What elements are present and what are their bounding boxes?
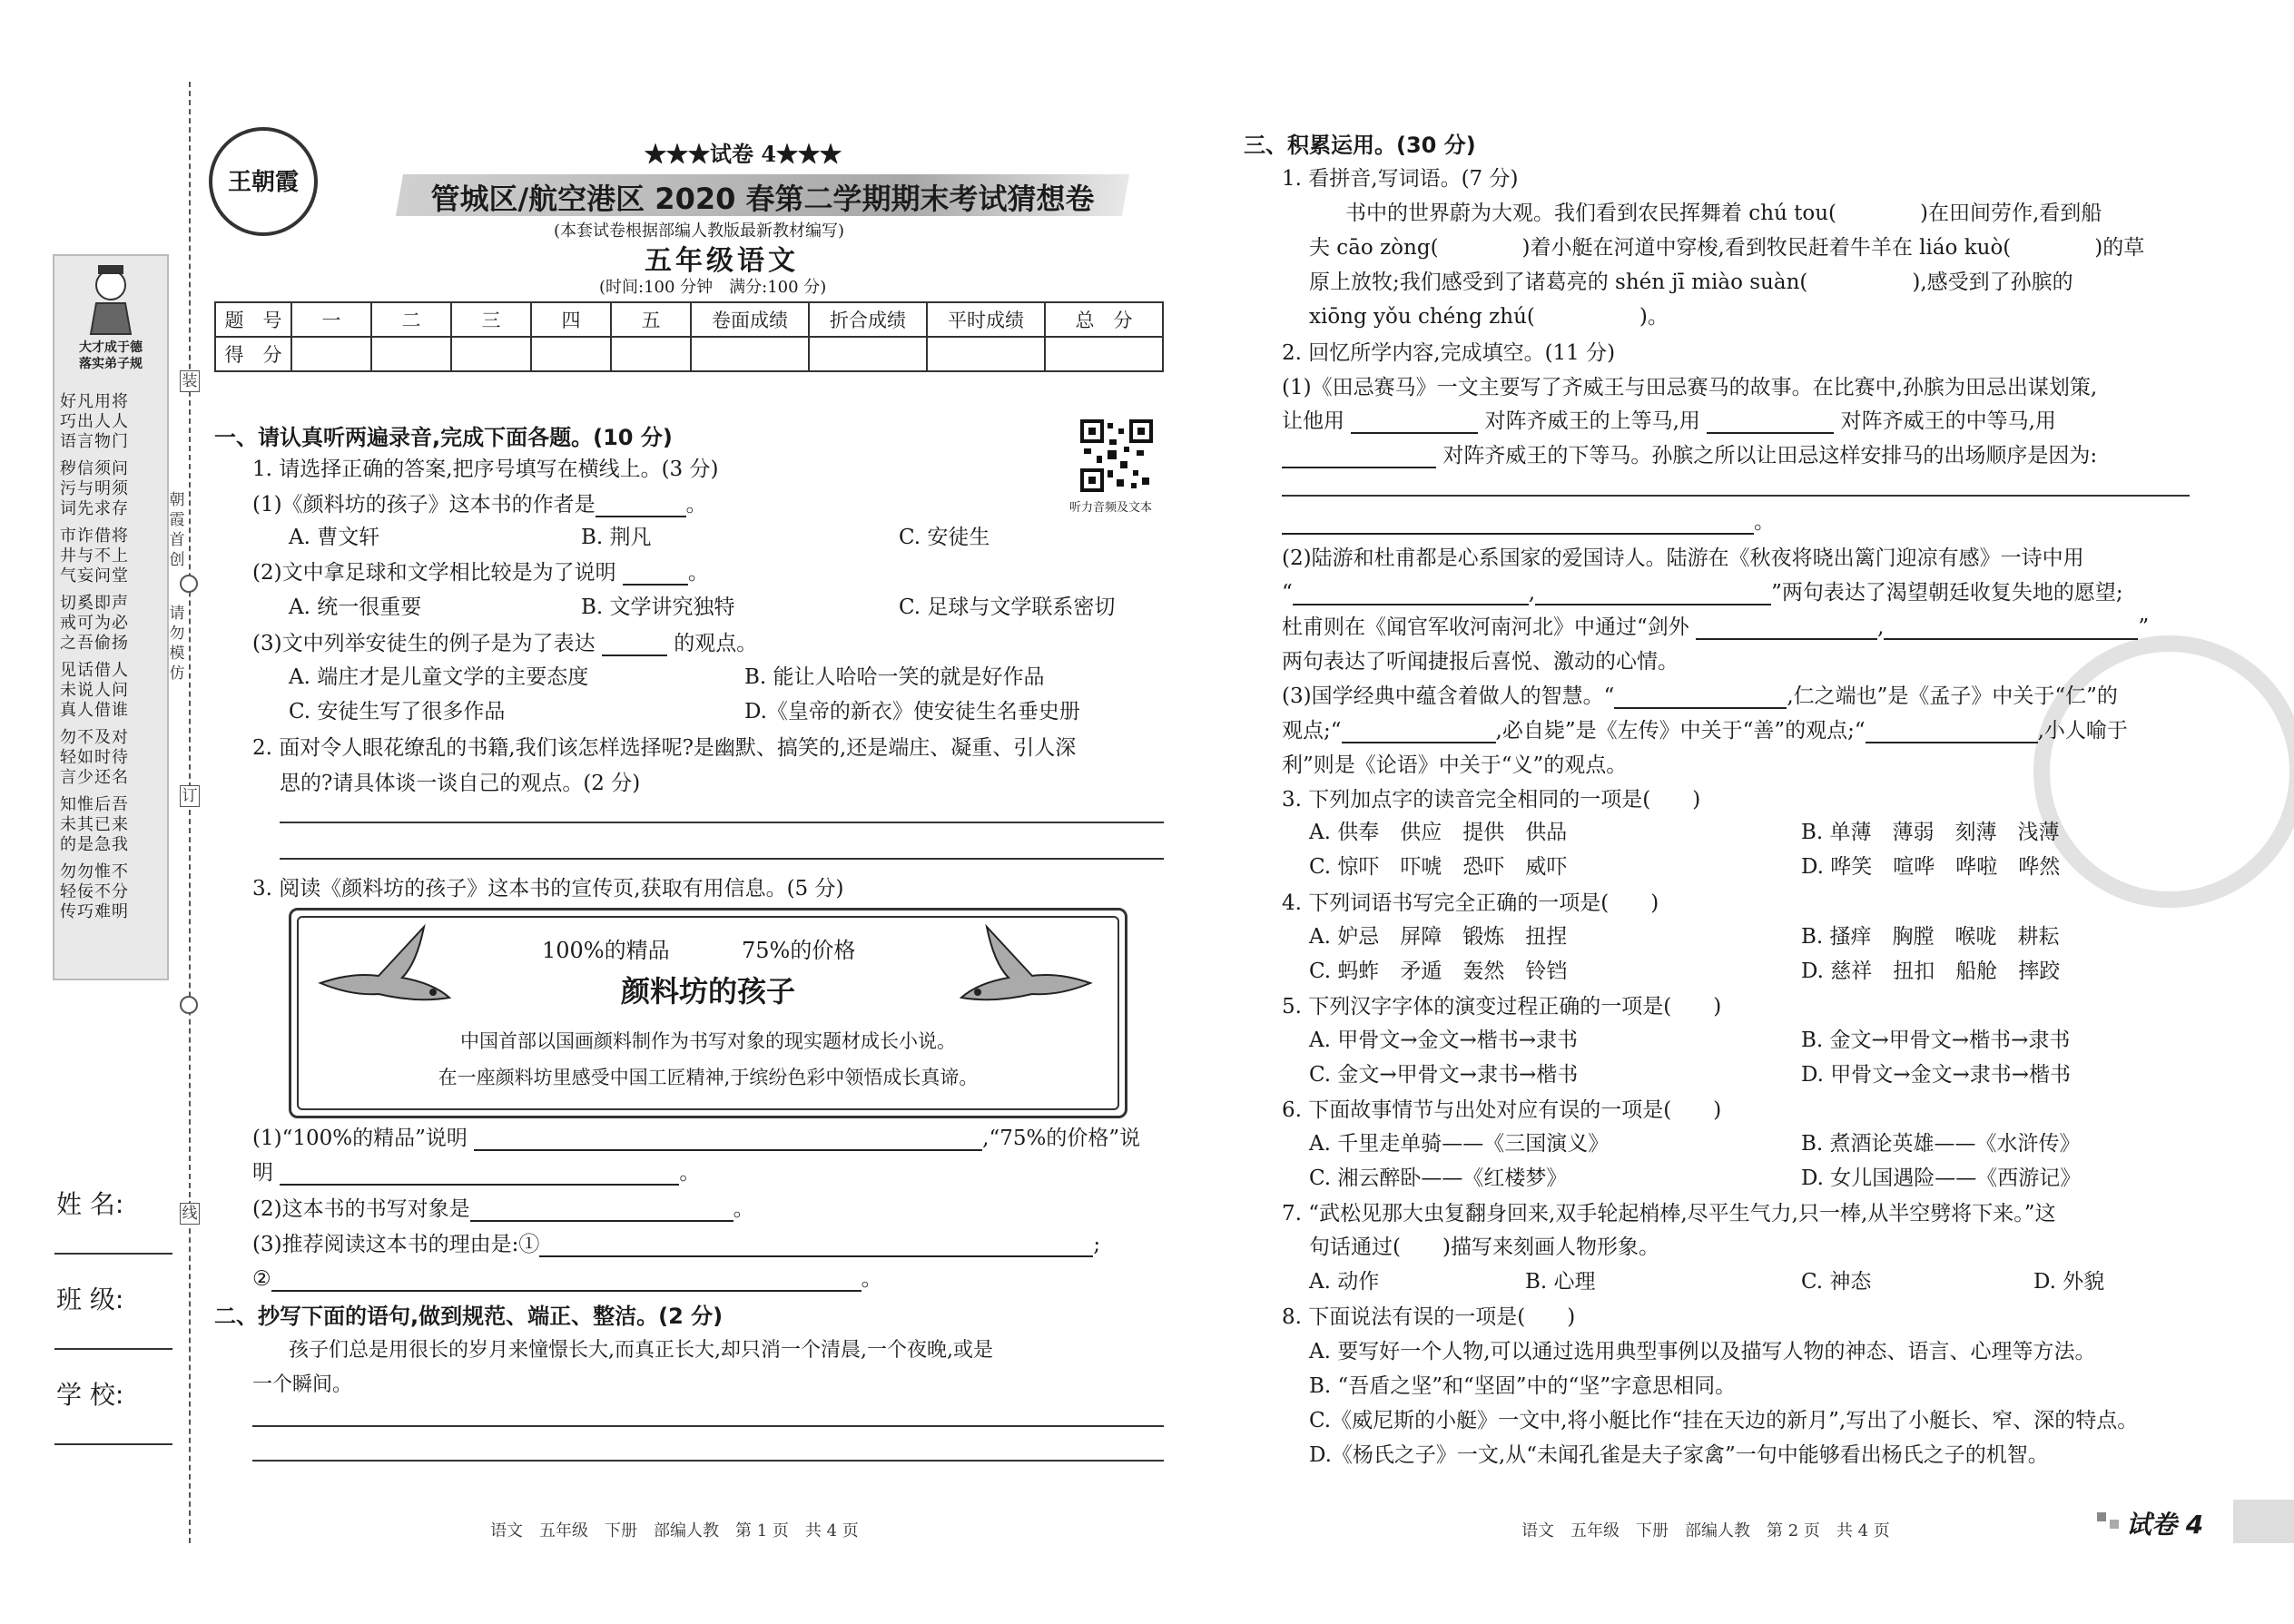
answer-blank[interactable] bbox=[470, 1200, 733, 1222]
class-field[interactable] bbox=[54, 1348, 172, 1350]
question-1-1: 1. 请选择正确的答案,把序号填写在横线上。(3 分) bbox=[252, 458, 719, 481]
exam-time-info: (时间:100 分钟 满分:100 分) bbox=[599, 278, 827, 297]
answer-blank[interactable] bbox=[1351, 412, 1478, 434]
question-1-2: 2. 面对令人眼花缭乱的书籍,我们该怎样选择呢?是幽默、搞笑的,还是端庄、凝重、引人深 bbox=[252, 736, 1077, 760]
question-1-1-3: (3)文中列举安徒生的例子是为了表达 的观点。 bbox=[252, 632, 758, 655]
option[interactable]: D. 外貌 bbox=[2033, 1270, 2105, 1294]
motto-block: 市诈借将 井与不上 气妄问堂 bbox=[60, 527, 129, 586]
section-3-title: 三、积累运用。(30 分) bbox=[1244, 133, 1476, 158]
option[interactable]: C. 神态 bbox=[1801, 1270, 1872, 1294]
score-cell[interactable] bbox=[809, 337, 927, 371]
score-header-cell: 总 分 bbox=[1045, 302, 1163, 337]
corner-tab bbox=[2233, 1500, 2294, 1543]
answer-blank[interactable] bbox=[1342, 722, 1496, 743]
margin-mark-zhuang: 装 bbox=[180, 370, 200, 392]
score-cell[interactable] bbox=[1045, 337, 1163, 371]
exam-note: (本套试卷根据部编人教版最新教材编写) bbox=[554, 221, 845, 241]
motto-block: 切奚即声 戒可为必 之吾偷扬 bbox=[60, 594, 129, 653]
page-1-footer: 语文 五年级 下册 部编人教 第 1 页 共 4 页 bbox=[490, 1521, 859, 1540]
option[interactable]: A. 供奉 供应 提供 供品 bbox=[1309, 821, 1568, 844]
question-3-2-1: (1)《田忌赛马》一文主要写了齐威王与田忌赛马的故事。在比赛中,孙膑为田忌出谋划策, bbox=[1282, 376, 2098, 399]
question-3-7: 7. “武松见那大虫复翻身回来,双手轮起梢棒,尽平生气力,只一棒,从半空劈将下来。”这 bbox=[1282, 1202, 2056, 1225]
score-header-cell: 一 bbox=[291, 302, 371, 337]
option[interactable]: C. 蚂蚱 矛遁 轰然 铃铛 bbox=[1309, 960, 1568, 983]
answer-blank[interactable] bbox=[1293, 584, 1529, 605]
margin-mark-xian: 线 bbox=[180, 1203, 200, 1225]
pinyin-line-3: 原上放牧;我们感受到了诸葛亮的 shén jī miào suàn( ),感受到了孙膑的 bbox=[1309, 271, 2073, 294]
question-1-3-1: (1)“100%的精品”说明 ,“75%的价格”说 bbox=[252, 1127, 1141, 1150]
question-3-3: 3. 下列加点字的读音完全相同的一项是( ) bbox=[1282, 788, 1701, 812]
watermark-stamp bbox=[2033, 635, 2294, 908]
motto-block: 秽信须问 污与明须 词先求存 bbox=[60, 459, 129, 518]
option[interactable]: B. 心理 bbox=[1525, 1270, 1596, 1294]
sidebar-motto: 大才成于德 落实弟子规 bbox=[79, 340, 143, 371]
school-field[interactable] bbox=[54, 1443, 172, 1445]
score-row-label: 得 分 bbox=[215, 337, 291, 371]
exam-subject: 五年级语文 bbox=[645, 245, 799, 277]
question-1-3-1-cont: 明 。 bbox=[252, 1161, 701, 1185]
question-3-6: 6. 下面故事情节与出处对应有误的一项是( ) bbox=[1282, 1098, 1722, 1122]
option[interactable]: C. 安徒生 bbox=[899, 526, 990, 549]
exam-title: 管城区/航空港区 2020 春第二学期期末考试猜想卷 bbox=[430, 182, 1095, 216]
question-1-3-3-cont: ② 。 bbox=[252, 1267, 882, 1291]
question-3-2-2: (2)陆游和杜甫都是心系国家的爱国诗人。陆游在《秋夜将晓出篱门迎凉有感》一诗中用 bbox=[1282, 546, 2084, 570]
score-cell[interactable] bbox=[691, 337, 809, 371]
copy-line[interactable] bbox=[252, 1460, 1164, 1462]
option[interactable]: B. 搔痒 胸膛 喉咙 耕耘 bbox=[1801, 925, 2060, 949]
answer-blank[interactable] bbox=[1535, 584, 1771, 605]
motto-block: 好凡用将 巧出人人 语言物门 bbox=[60, 392, 129, 451]
score-header-cell: 题 号 bbox=[215, 302, 291, 337]
brand-logo-text: 王朝霞 bbox=[227, 169, 299, 196]
answer-blank[interactable] bbox=[1282, 513, 1754, 535]
option[interactable]: A. 动作 bbox=[1309, 1270, 1380, 1294]
book-slogan-price: 75%的价格 bbox=[742, 938, 856, 963]
score-header-cell: 卷面成绩 bbox=[691, 302, 809, 337]
margin-note-1: 朝霞首创 bbox=[169, 491, 185, 569]
book-desc-2: 在一座颜料坊里感受中国工匠精神,于缤纷色彩中领悟成长真谛。 bbox=[438, 1067, 979, 1088]
answer-line[interactable] bbox=[1282, 495, 2190, 497]
question-3-2-2-c: 杜甫则在《闻官军收河南河北》中通过“剑外 , ” bbox=[1282, 615, 2150, 639]
book-title: 颜料坊的孩子 bbox=[620, 974, 795, 1009]
option[interactable]: C. 足球与文学联系密切 bbox=[899, 595, 1116, 619]
option[interactable]: A. 曹文轩 bbox=[289, 526, 380, 549]
score-header-cell: 三 bbox=[451, 302, 531, 337]
option[interactable]: B. 荆凡 bbox=[581, 526, 652, 549]
book-slogan-quality: 100%的精品 bbox=[542, 938, 670, 963]
question-1-3-3: (3)推荐阅读这本书的理由是:① ; bbox=[252, 1233, 1101, 1256]
binding-hole-icon bbox=[180, 996, 198, 1014]
question-3-1: 1. 看拼音,写词语。(7 分) bbox=[1282, 167, 1519, 191]
question-3-2-1-b: 让他用 对阵齐威王的上等马,用 对阵齐威王的中等马,用 bbox=[1282, 409, 2056, 433]
answer-blank[interactable] bbox=[1884, 618, 2138, 640]
question-3-2-1-c: 对阵齐威王的下等马。孙膑之所以让田忌这样安排马的出场顺序是因为: bbox=[1282, 438, 2097, 468]
answer-blank[interactable] bbox=[1707, 412, 1834, 434]
score-cell[interactable] bbox=[927, 337, 1045, 371]
paper-series: ★★★试卷 4★★★ bbox=[645, 141, 842, 167]
option[interactable]: A. 妒忌 屏障 锻炼 扭捏 bbox=[1309, 925, 1568, 949]
question-3-2-3-b: 观点;“ ,必自毙”是《左传》中关于“善”的观点;“ ,小人喻于 bbox=[1282, 719, 2128, 743]
option[interactable]: C. 安徒生写了很多作品 bbox=[289, 700, 506, 723]
option[interactable]: A. 统一很重要 bbox=[289, 595, 422, 619]
section-2-title: 二、抄写下面的语句,做到规范、端正、整洁。(2 分) bbox=[214, 1304, 724, 1329]
option[interactable]: B. 能让人哈哈一笑的就是好作品 bbox=[744, 665, 1045, 689]
option[interactable]: D.《杨氏之子》一文,从“未闻孔雀是夫子家禽”一句中能够看出杨氏之子的机智。 bbox=[1309, 1443, 2049, 1467]
answer-blank[interactable] bbox=[474, 1129, 982, 1151]
binding-hole-icon bbox=[180, 575, 198, 593]
option[interactable]: A. 端庄才是儿童文学的主要态度 bbox=[289, 665, 589, 689]
question-3-2-2-b: “ , ”两句表达了渴望朝廷收复失地的愿望; bbox=[1282, 581, 2123, 605]
score-cell[interactable] bbox=[291, 337, 371, 371]
answer-blank[interactable] bbox=[1614, 687, 1787, 709]
answer-blank[interactable] bbox=[539, 1235, 1093, 1257]
question-3-2-2-d: 两句表达了听闻捷报后喜悦、激动的心情。 bbox=[1282, 650, 1679, 674]
brand-logo bbox=[209, 127, 318, 236]
answer-blank[interactable] bbox=[280, 1164, 679, 1186]
option[interactable]: D. 女儿国遇险——《西游记》 bbox=[1801, 1166, 2082, 1190]
question-3-5: 5. 下列汉字字体的演变过程正确的一项是( ) bbox=[1282, 995, 1722, 1019]
question-3-8: 8. 下面说法有误的一项是( ) bbox=[1282, 1305, 1576, 1329]
question-3-2-3: (3)国学经典中蕴含着做人的智慧。“ ,仁之端也”是《孟子》中关于“仁”的 bbox=[1282, 684, 2118, 708]
question-3-4: 4. 下列词语书写完全正确的一项是( ) bbox=[1282, 891, 1659, 915]
answer-blank[interactable] bbox=[1696, 618, 1877, 640]
name-field[interactable] bbox=[54, 1253, 172, 1255]
motto-block: 勿不及对 轻如时待 言少还名 bbox=[60, 728, 129, 787]
option[interactable]: C. 湘云醉卧——《红楼梦》 bbox=[1309, 1166, 1568, 1190]
option[interactable]: C. 惊吓 吓唬 恐吓 威吓 bbox=[1309, 855, 1568, 879]
corner-square-icon bbox=[2097, 1512, 2106, 1521]
book-desc-1: 中国首部以国画颜料制作为书写对象的现实题材成长小说。 bbox=[460, 1030, 956, 1052]
motto-block: 勿勿惟不 轻佞不分 传巧难明 bbox=[60, 862, 129, 921]
motto-sidebar bbox=[53, 254, 169, 980]
option[interactable]: D. 慈祥 扭扣 船舱 摔跤 bbox=[1801, 960, 2061, 983]
option[interactable]: C. 金文→甲骨文→隶书→楷书 bbox=[1309, 1063, 1579, 1087]
score-cell[interactable] bbox=[531, 337, 611, 371]
option[interactable]: C.《威尼斯的小艇》一文中,将小艇比作“挂在天边的新月”,写出了小艇长、窄、深的特点。 bbox=[1309, 1409, 2139, 1432]
motto-block: 知惟后吾 未其已来 的是急我 bbox=[60, 795, 129, 854]
copy-text-2: 一个瞬间。 bbox=[252, 1373, 353, 1396]
qr-code-icon bbox=[1080, 419, 1153, 492]
question-1-2-cont: 思的?请具体谈一谈自己的观点。(2 分) bbox=[280, 772, 641, 795]
option[interactable]: A. 要写好一个人物,可以通过选用典型事例以及描写人物的神态、语言、心理等方法。 bbox=[1309, 1340, 2096, 1363]
binding-dashed-line bbox=[189, 82, 191, 1543]
score-header-cell: 折合成绩 bbox=[809, 302, 927, 337]
question-3-2-3-c: 利”则是《论语》中关于“义”的观点。 bbox=[1282, 753, 1628, 777]
option[interactable]: B. “吾盾之坚”和“坚固”中的“坚”字意思相同。 bbox=[1309, 1374, 1737, 1398]
question-3-2-1-d: 。 bbox=[1282, 505, 1775, 535]
book-promo-card bbox=[289, 908, 1127, 1118]
copy-text-1: 孩子们总是用很长的岁月来憧憬长大,而真正长大,却只消一个清晨,一个夜晚,或是 bbox=[289, 1339, 993, 1362]
answer-blank[interactable] bbox=[271, 1270, 861, 1292]
answer-blank[interactable] bbox=[1282, 447, 1436, 468]
margin-mark-ding: 订 bbox=[180, 785, 200, 807]
question-3-7-cont: 句话通过( )描写来刻画人物形象。 bbox=[1309, 1235, 1659, 1259]
page-2-footer: 语文 五年级 下册 部编人教 第 2 页 共 4 页 bbox=[1521, 1521, 1890, 1540]
pinyin-line-2: 夫 cāo zòng( )着小艇在河道中穿梭,看到牧民赶着牛羊在 liáo kuò( )的草 bbox=[1309, 236, 2145, 260]
pinyin-line-1: 书中的世界蔚为大观。我们看到农民挥舞着 chú tou( )在田间劳作,看到船 bbox=[1345, 202, 2102, 225]
answer-line[interactable] bbox=[280, 822, 1164, 823]
motto-block: 见话借人 未说人问 真人借谁 bbox=[60, 661, 129, 720]
margin-note-2: 请勿模仿 bbox=[169, 605, 185, 683]
section-1-title: 一、请认真听两遍录音,完成下面各题。(10 分) bbox=[214, 425, 673, 450]
name-label: 姓 名: bbox=[56, 1189, 124, 1219]
score-header-cell: 二 bbox=[371, 302, 451, 337]
score-header-cell: 四 bbox=[531, 302, 611, 337]
question-3-2: 2. 回忆所学内容,完成填空。(11 分) bbox=[1282, 341, 1616, 365]
answer-blank[interactable] bbox=[1866, 722, 2038, 743]
score-cell[interactable] bbox=[451, 337, 531, 371]
option[interactable]: D. 哗笑 喧哗 哗啦 哗然 bbox=[1801, 855, 2061, 879]
score-table bbox=[214, 301, 1164, 372]
corner-square-icon bbox=[2110, 1520, 2119, 1529]
answer-blank[interactable] bbox=[623, 564, 688, 586]
question-1-3-2: (2)这本书的书写对象是 。 bbox=[252, 1197, 754, 1221]
score-header-cell: 五 bbox=[611, 302, 691, 337]
copy-line[interactable] bbox=[252, 1425, 1164, 1427]
answer-line[interactable] bbox=[280, 858, 1164, 860]
option[interactable]: B. 单薄 薄弱 刻薄 浅薄 bbox=[1801, 821, 2060, 844]
option[interactable]: B. 文学讲究独特 bbox=[581, 595, 735, 619]
scholar-figure-icon bbox=[84, 263, 138, 336]
pinyin-line-4: xiōng yǒu chéng zhú( )。 bbox=[1309, 305, 1669, 329]
option[interactable]: B. 煮酒论英雄——《水浒传》 bbox=[1801, 1132, 2081, 1156]
corner-paper-label: 试卷 4 bbox=[2126, 1510, 2204, 1540]
option[interactable]: B. 金文→甲骨文→楷书→隶书 bbox=[1801, 1029, 2071, 1052]
school-label: 学 校: bbox=[56, 1380, 124, 1410]
option[interactable]: D. 甲骨文→金文→隶书→楷书 bbox=[1801, 1063, 2072, 1087]
question-1-1-2: (2)文中拿足球和文学相比较是为了说明 。 bbox=[252, 561, 709, 585]
class-label: 班 级: bbox=[56, 1284, 124, 1314]
score-cell[interactable] bbox=[371, 337, 451, 371]
answer-blank[interactable] bbox=[596, 496, 686, 517]
qr-caption: 听力音频及文本 bbox=[1069, 501, 1153, 515]
question-1-3: 3. 阅读《颜料坊的孩子》这本书的宣传页,获取有用信息。(5 分) bbox=[252, 877, 844, 901]
option[interactable]: A. 千里走单骑——《三国演义》 bbox=[1309, 1132, 1610, 1156]
answer-blank[interactable] bbox=[602, 635, 667, 656]
question-1-1-1: (1)《颜料坊的孩子》这本书的作者是 。 bbox=[252, 493, 707, 517]
option[interactable]: A. 甲骨文→金文→楷书→隶书 bbox=[1309, 1029, 1579, 1052]
option[interactable]: D.《皇帝的新衣》使安徒生名垂史册 bbox=[744, 700, 1080, 723]
score-cell[interactable] bbox=[611, 337, 691, 371]
score-header-cell: 平时成绩 bbox=[927, 302, 1045, 337]
